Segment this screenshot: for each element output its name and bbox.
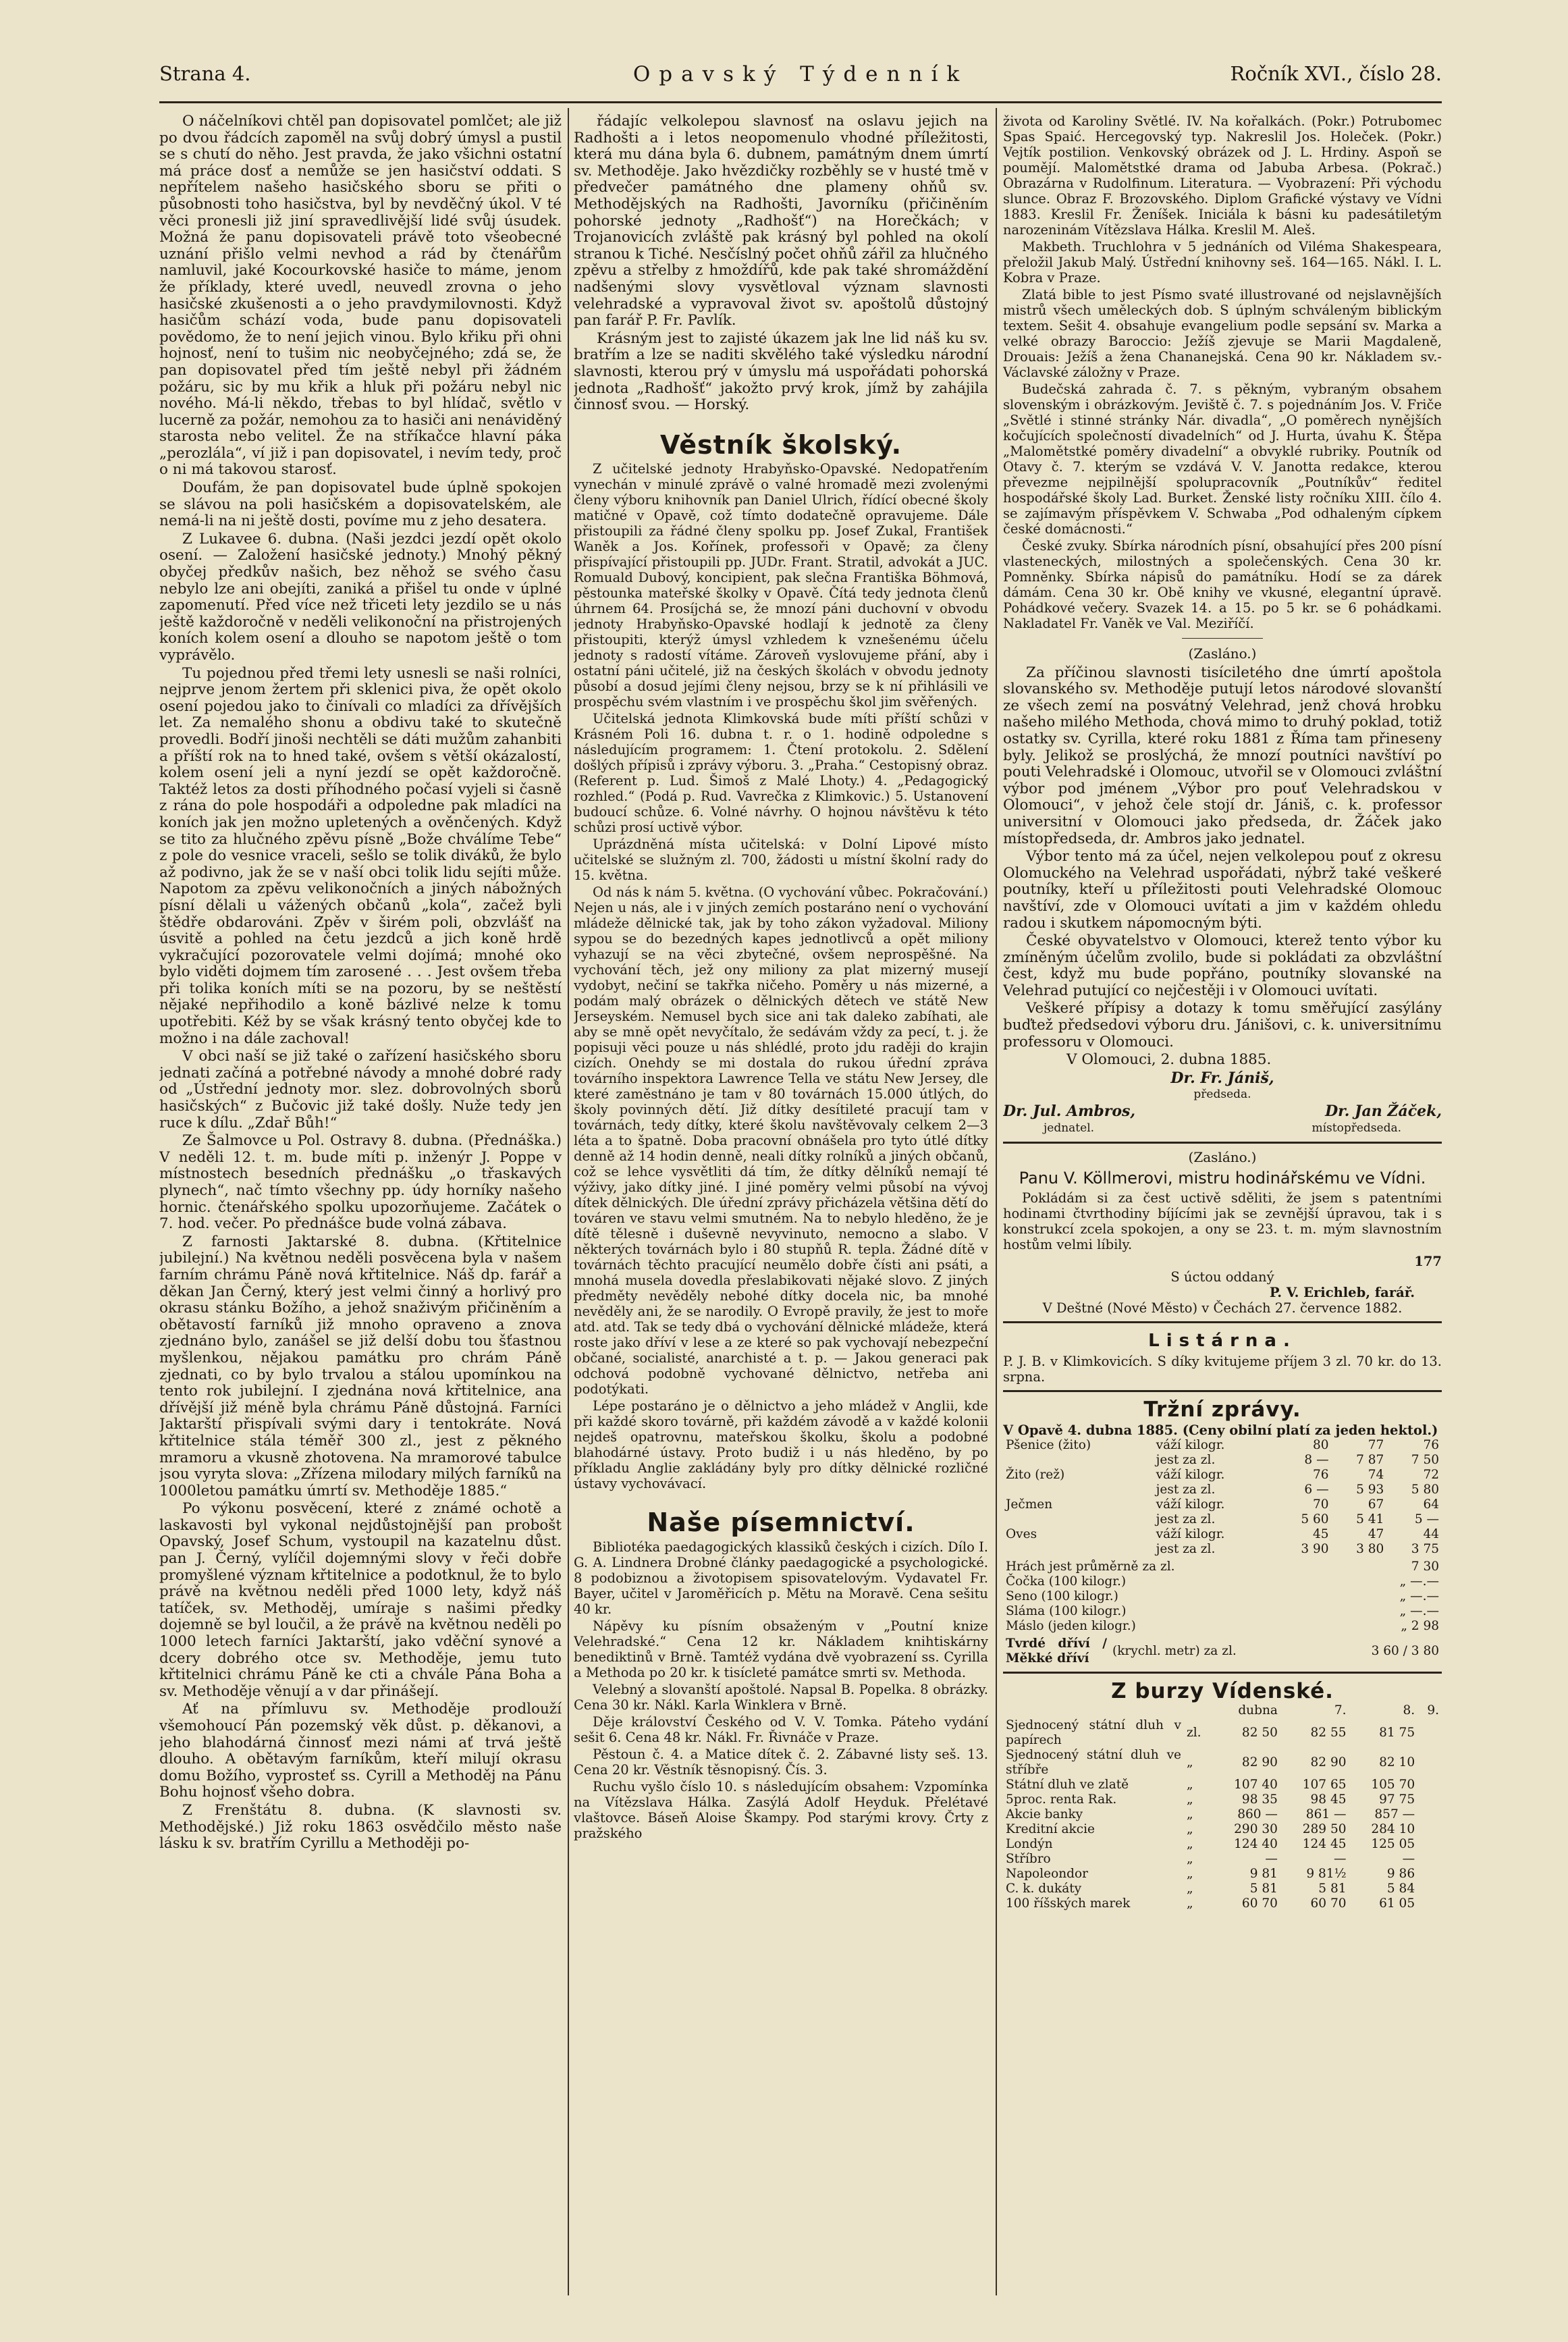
table-cell: Stříbro	[1006, 1852, 1051, 1867]
table-row	[1003, 1560, 1442, 1574]
table-cell: —	[1265, 1852, 1278, 1867]
paragraph: Pokládám si za čest uctivě sděliti, že jsem s patentními hodinami čtvrthodiny bíjícími jak se zevnější úpravou, tak i s konstrukcí zcela spokojen, a ony se 23. t. m. mým slavnostním hostům velmi líbily.	[1003, 1190, 1442, 1253]
divider	[1182, 638, 1263, 639]
table-cell: „ —.—	[1399, 1574, 1439, 1589]
section-title-literature: Naše písemnictví.	[647, 1508, 915, 1538]
paragraph: Z farnosti Jaktarské 8. dubna. (Křtitelnice jubilejní.) Na květnou neděli posvěcena byla v našem farním chrámu Páně nová křtitelnice. Náš dp. farář a děkan Jan Černý, který jest velmi činný a horlivý pro okrasu stánku Božího, a jehož snaživým přičiněním a obětavostí farníků již mnoho opraveno a znova zjednáno bylo, zanášel se již delší dobu tou šťastnou myšlenkou, nějakou památku pro chrám Páně zjednati, co by bylo trvalou a stálou upomínkou na tento rok jubilejní. I zjednána nová křtitelnice, ana dřívější již méně byla chrámu Páně důstojná. Farníci Jaktarští přispívali svými dary i tentokráte. Nová křtitelnice stála téměř 300 zl., jest z pěkného mramoru a vkusně zhotovena. Na mramorové tabulce jsou vyryta slova: „Zřízena milodary milých farníků na 1000letou památku úmrtí sv. Methoděje 1885.“	[159, 1233, 562, 1499]
table-cell: 105 70	[1371, 1778, 1415, 1792]
table-row	[1003, 1896, 1442, 1911]
issue-number: Ročník XVI., číslo 28.	[1230, 62, 1442, 85]
table-row	[1003, 1807, 1442, 1822]
market-title: Tržní zprávy.	[1143, 1398, 1301, 1422]
divider	[1003, 1142, 1442, 1144]
table-cell: 5 93	[1356, 1482, 1384, 1497]
table-cell: váží kilogr.	[1156, 1497, 1225, 1512]
clockmaker-notice	[1003, 1190, 1442, 1316]
divider	[1003, 1672, 1442, 1674]
table-cell: 81 75	[1379, 1726, 1415, 1740]
table-cell: „ —.—	[1399, 1589, 1439, 1603]
table-row	[1003, 1837, 1442, 1852]
notice-place: V Deštné (Nové Město) v Čechách 27. července 1882.	[1042, 1300, 1403, 1316]
table-cell: Londýn	[1006, 1837, 1053, 1852]
table-cell: Akcie banky	[1006, 1807, 1083, 1822]
table-cell: Oves	[1006, 1526, 1037, 1541]
paragraph: Veškeré přípisy a dotazy k tomu směřující zasýlány buďtež předsedovi výboru dru. Jánišovi, c. k. universitnímu professoru v Olomouci.	[1003, 1000, 1442, 1050]
table-cell: „ —.—	[1399, 1603, 1439, 1618]
column-3	[1003, 113, 1442, 2297]
table-cell: 284 10	[1371, 1822, 1415, 1837]
burza-table	[1003, 1703, 1442, 1911]
divider	[1003, 1321, 1442, 1323]
market-extra-table	[1003, 1560, 1442, 1634]
table-cell: 289 50	[1302, 1822, 1347, 1837]
column-2	[574, 113, 988, 2297]
table-cell: 76	[1313, 1467, 1329, 1482]
table-row	[1003, 1703, 1442, 1718]
table-cell: váží kilogr.	[1156, 1437, 1225, 1452]
zaslano-heading: (Zasláno.)	[1188, 1149, 1257, 1166]
table-cell: 290 30	[1234, 1822, 1278, 1837]
table-cell: 5 80	[1411, 1482, 1439, 1497]
paragraph: Budečská zahrada č. 7. s pěkným, vybraným obsahem slovenským i obrázkovým. Jeviště č. 7. s pojednáním Jos. V. Friče „Světlé i stinné stránky Nár. divadla“, „O poměrech nynějších kočujících společností divadelních“ od J. Hurta, úvahu K. Štěpa „Malomětstké poměry divadelní“ a obvyklé rubriky. Poutník od Otavy č. 7. kterým se vzdává V. V. Janotta redakce, kterou převezme nejpilnější spolupracovník „Poutníkův“ ředitel hospodářské školy Lad. Burket. Ženské listy ročníku XIII. čílo 4. se zajímavým příspěvkem V. Schwaba „Pod odhaleným cípkem české domácnosti.“	[1003, 381, 1442, 537]
table-row	[1003, 1852, 1442, 1867]
table-cell: 44	[1423, 1526, 1439, 1541]
wood-values: 3 60 / 3 80	[1371, 1643, 1439, 1658]
table-row	[1003, 1589, 1442, 1604]
table-cell	[1003, 1512, 1154, 1527]
table-cell: 82 90	[1241, 1755, 1278, 1770]
table-cell: 3 75	[1411, 1541, 1439, 1556]
table-cell: 77	[1368, 1437, 1384, 1452]
paragraph: Velebný a slovanští apoštolé. Napsal B. Popelka. 8 obrázky. Cena 30 kr. Nákl. Karla Winklera v Brně.	[574, 1681, 988, 1713]
header-rule	[159, 101, 1442, 103]
zaslano-heading: (Zasláno.)	[1188, 645, 1257, 662]
table-row	[1003, 1604, 1442, 1619]
divider	[1003, 1390, 1442, 1392]
table-row	[1003, 1822, 1442, 1837]
paragraph: Doufám, že pan dopisovatel bude úplně spokojen se slávou na poli hasičském a dopisovatelském, ale nemá-li na ni ještě dosti, povíme mu z jeho desatera.	[159, 479, 562, 530]
column-header: dubna	[1238, 1703, 1278, 1718]
paragraph: Pěstoun č. 4. a Matice dítek č. 2. Zábavné listy seš. 13. Cena 20 kr. Věstník těsnopisný. Čís. 3.	[574, 1746, 988, 1778]
notice-title: Panu V. Köllmerovi, mistru hodinářskému ve Vídni.	[1019, 1168, 1426, 1188]
table-cell: Sjednocený státní dluh ve stříbře	[1006, 1748, 1181, 1778]
table-cell: 860 —	[1237, 1807, 1278, 1822]
paragraph: Za příčinou slavnosti tisíciletého dne úmrtí apoštola slovanského sv. Methoděje putují letos národové slovanští ze všech zemí na posvátný Velehrad, jenž chová hrobku našeho milého Methoda, chová mimo to druhý poklad, totiž ostatky sv. Cyrilla, které roku 1881 z Říma tam přineseny byly. Jelikož se proslýchá, že mnozí poutníci navštíví po pouti Velehradské i Olomouc, utvořil se v Olomouci zvláštní výbor pod jménem „Výbor pro pouť Velehradskou v Olomouci“, v jehož čele stojí dr. Jániš, c. k. professor universitní v Olomouci jako předseda, dr. Žáček jako místopředseda, dr. Ambros jako jednatel.	[1003, 664, 1442, 847]
table-cell: „	[1187, 1837, 1193, 1852]
table-cell: 82 55	[1310, 1726, 1347, 1740]
table-cell: jest za zl.	[1156, 1452, 1216, 1467]
table-cell: 7 50	[1411, 1452, 1439, 1467]
table-cell: 124 40	[1234, 1837, 1278, 1852]
table-cell: 82 50	[1241, 1726, 1278, 1740]
table-cell: „	[1187, 1755, 1193, 1770]
signature-role: předseda.	[1193, 1088, 1251, 1102]
table-cell: 3 90	[1301, 1541, 1329, 1556]
paragraph: O náčelníkovi chtěl pan dopisovatel pomlčet; ale již po dvou řádcích zapoměl na svůj dobrý úmysl a pustil se s chutí do něho. Jest pravda, že jako všichni ostatní má práce dosť a nemůže se jen hasičství oddati. S nepřítelem našeho hasičského sboru se přiti o působnosti toho hasičstva, byl by nevděčný úkol. V té věci pronesli již jiní spravedlivější lidé svůj úsudek. Možná že panu dopisovateli právě toto všeobecné uznání přišlo velmi nevhod a rád by čtenářům namluvil, jaké Kocourkovské hasiče to máme, jenom že příklady, které uvedl, neuvedl zrovna o jeho hasičské zkušenosti a o jeho pravdymilovnosti. Když hasičům schází voda, bude panu dopisovateli povědomo, že to není jejich vinou. Bylo křiku při ohni hojnosť, není to tušim nic neobyčejného; zdá se, že pan dopisovatel před tím ještě nebyl při žádném požáru, sic by mu křik a hluk při požáru nebyl nic nového. Má-li někdo, třebas to byl hlídač, světlo v lucerně za požár, nemohou za to hasiči ani nenáviděný starosta nebo velitel. Že na stříkačce hlavní páka „perozlála“, ví již i pan dopisovatel, i nevím tedy, proč o ni má takovou starosť.	[159, 113, 562, 479]
table-row	[1003, 1748, 1442, 1778]
table-cell: Seno (100 kilogr.)	[1006, 1589, 1118, 1603]
table-cell: „	[1187, 1792, 1193, 1807]
listarna-title: Listárna.	[1148, 1331, 1297, 1352]
table-cell: jest za zl.	[1156, 1512, 1216, 1526]
table-row	[1003, 1483, 1442, 1497]
table-cell: „	[1187, 1867, 1193, 1882]
table-cell: Státní dluh ve zlatě	[1006, 1778, 1129, 1792]
table-cell: 857 —	[1374, 1807, 1415, 1822]
table-cell: Sláma (100 kilogr.)	[1006, 1603, 1127, 1618]
table-cell: „ 2 98	[1401, 1618, 1439, 1633]
table-cell: 7 87	[1356, 1452, 1384, 1467]
table-row	[1003, 1619, 1442, 1634]
paragraph: Děje království Českého od V. V. Tomka. Páteho vydání sešit 6. Cena 48 kr. Nákl. Fr. Řivnáče v Praze.	[574, 1713, 988, 1745]
table-cell: —	[1334, 1852, 1347, 1867]
wood-label: Tvrdé dříví / Měkké dříví	[1006, 1636, 1107, 1666]
table-cell: Pšenice (žito)	[1006, 1437, 1091, 1452]
table-cell: 45	[1313, 1526, 1329, 1541]
paragraph: Bibliotéka paedagogických klassiků českých i cizích. Dílo I. G. A. Lindnera Drobné články paedagogické a psychologické. 8 podobiznou a životopisem spisovatelovým. Vydavatel Fr. Bayer, učitel v Jaroměřicích p. Mětu na Moravě. Cena sešitu 40 kr.	[574, 1539, 988, 1617]
table-cell: 67	[1368, 1497, 1384, 1512]
paragraph: Makbeth. Truchlohra v 5 jednáních od Viléma Shakespeara, přeložil Jakub Malý. Ústřední knihovny seš. 164—165. Nákl. I. L. Kobra v Praze.	[1003, 239, 1442, 286]
table-cell: „	[1187, 1896, 1193, 1911]
paragraph: Z učitelské jednoty Hrabyňsko-Opavské. Nedopatřením vynechán v minulé zprávě o valné hromadě mezi zvolenými členy výboru knihovník pan Daniel Ulrich, řídící obecné školy matičné v Opavě, což tímto dodatečně opravujeme. Dále přistoupili za řádné členy spolku pp. Josef Zukal, František Waněk a Jos. Kořínek, professoři v Opavě; za členy přispívající přistoupili pp. JUDr. Frant. Stratil, advokát a JUC. Romuald Dubový, koncipient, pak slečna Františka Böhmová, pěstounka mateřské školky v Opavě. Čítá tedy jednota členů úhrnem 64. Prosíjchá se, že mnozí páni duchovní v obvodu jednoty Hrabyňsko-Opavské hodlají k jednotě za členy přistoupiti, kterýž úmysl vzhledem k vznešenému účelu jednoty s radostí vítáme. Zároveň vyslovujeme přání, aby i ostatní páni učitelé, již na českých školách v obvodu jednoty působí a dosud jejími členy nejsou, brzy se k ní přihlásili ve prospěchu svém vlastním i ve prospěchu škol jim svěřených.	[574, 461, 988, 710]
signature-role: místopředseda.	[1312, 1121, 1401, 1135]
table-cell: 76	[1423, 1437, 1439, 1452]
table-cell	[1003, 1483, 1154, 1497]
column-header: 9.	[1427, 1703, 1439, 1718]
signature-vice: Dr. Jan Žáček,	[1325, 1102, 1442, 1121]
table-cell: 5 41	[1356, 1512, 1384, 1526]
paragraph: života od Karoliny Světlé. IV. Na kořalkách. (Pokr.) Potrubomec Spas Spaić. Hercegovský typ. Nakreslil Jos. Holeček. (Pokr.) Vejtík postilion. Venkovský obrázek od J. L. Hrdiny. Aspoň se poumějí. Malomětstké drama od Jabuba Arbesa. (Pokrač.) Obrazárna v Rudolfinum. Literatura. — Vyobrazení: Při východu slunce. Obraz F. Brozovského. Diplom Grafické výstavy ve Vídni 1883. Kreslil Fr. Ženíšek. Iniciála k básni ku padesátiletým narozeninám Vítězslava Hálka. Kreslil M. Aleš.	[1003, 113, 1442, 238]
table-cell: 107 40	[1234, 1778, 1278, 1792]
table-cell: „	[1187, 1778, 1193, 1792]
wood-table	[1003, 1636, 1442, 1666]
page-header	[159, 62, 1442, 96]
notice-date: V Olomouci, 2. dubna 1885.	[1066, 1051, 1272, 1069]
paragraph: Po výkonu posvěcení, které z známé ochotě a laskavosti byl vykonal nejdůstojnější pan probošt Opavský, Josef Schum, vystoupil na kazatelnu důst. pan J. Černý, vylíčil dojemnými slovy v řeči dobře promyšlené význam křtitelnice a podotknul, že to bylo právě na květnou neděli před 1000 lety, když náš tatíček, sv. Methoděj, umíraje s našimi předky dojemně se byl loučil, a že právě na květnou neděli po 1000 letech farníci Jaktarští, jako vděční synové a dcery dobrého otce sv. Methoděje, jemu tuto křtitelnici chrámu Páně ke cti a chvále Pána Boha a sv. Methoděje věnují a v dar přinášejí.	[159, 1500, 562, 1700]
table-cell: váží kilogr.	[1156, 1467, 1225, 1482]
signature-roles	[1003, 1120, 1442, 1137]
table-row	[1003, 1527, 1442, 1542]
table-cell: 5 81	[1318, 1882, 1347, 1896]
table-cell: 82 90	[1310, 1755, 1347, 1770]
paragraph: Uprázdněná místa učitelská: v Dolní Lipové místo učitelské se služným zl. 700, žádosti u místní školní rady do 15. května.	[574, 836, 988, 884]
table-cell: 98 35	[1241, 1792, 1278, 1807]
table-cell: Hrách jest průměrně za zl.	[1006, 1559, 1175, 1574]
paragraph: řádajíc velkolepou slavnosť na oslavu jejich na Radhošti a i letos neopomenulo vhodné příležitosti, která mu dána byla 6. dubnem, památným dnem úmrtí sv. Methoděje. Jako hvězdičky rozběhly se v husté tmě v předvečer památného dne plameny ohňů sv. Methodějských na Radhošti, Javorníku (přičiněním pohorské jednoty „Radhošť“) na Horečkách; v Trojanovicích zvláště pak krásný byl pohled na okolí stranou k Tiché. Nesčíslný počet ohňů zářil za hlučného zpěvu a střelby z hmoždířů, kde pak také shromáždění nadšenými slovy vysvětloval význam slavnosti velehradské a vypravoval život sv. apoštolů důstojný pan farář P. Fr. Pavlík.	[574, 113, 988, 329]
table-cell: 60 70	[1310, 1896, 1347, 1911]
table-row	[1003, 1718, 1442, 1748]
market-table	[1003, 1438, 1442, 1557]
table-cell: 5 81	[1249, 1882, 1278, 1896]
paragraph: Ruchu vyšlo číslo 10. s následujícím obsahem: Vzpomínka na Vítězslava Hálka. Zasýlá Adolf Heyduk. Přelétavé vlaštovce. Báseň Aloise Škampy. Pod starými krovy. Črty z pražského	[574, 1778, 988, 1841]
table-cell: 82 10	[1379, 1755, 1415, 1770]
table-cell: „	[1187, 1882, 1193, 1896]
table-cell: 107 65	[1302, 1778, 1347, 1792]
table-cell: 5 84	[1386, 1882, 1415, 1896]
table-cell	[1003, 1542, 1154, 1557]
wood-unit: (krychl. metr) za zl.	[1112, 1643, 1237, 1658]
table-cell: Žito (rež)	[1006, 1467, 1065, 1482]
table-cell: 6 —	[1304, 1482, 1329, 1497]
column-header: 7.	[1334, 1703, 1347, 1718]
table-cell: 80	[1313, 1437, 1329, 1452]
paragraph: Zlatá bible to jest Písmo svaté illustrované od nejslavnějších mistrů všech uměleckých dob. S úplným schváleným biblickým textem. Sešit 4. obsahuje evangelium podle sepsání sv. Marka a velké obrazy Baroccio: Ježíš zjevuje se Marii Magdaleně, Drouais: Ježíš a žena Chananejská. Cena 90 kr. Nákladem sv.-Václavské záložny v Praze.	[1003, 287, 1442, 380]
signature-president: Dr. Fr. Jániš,	[1170, 1069, 1274, 1087]
paragraph: Učitelská jednota Klimkovská bude míti příští schůzi v Krásném Poli 16. dubna t. r. o 1. hodině odpoledne s následujícím programem: 1. Čtení protokolu. 2. Sdělení došlých přípisů i zprávy výboru. 3. „Praha.“ Cestopisný obraz. (Referent p. Lud. Šimoš z Malé Lhoty.) 4. „Pedagogický rozhled.“ (Podá p. Rud. Vavrečka z Klimkovic.) 5. Ustanovení budoucí schůze. 6. Volné návrhy. O hojnou návštěvu k této schůzi prosí uctivě výbor.	[574, 711, 988, 836]
table-cell: 72	[1423, 1467, 1439, 1482]
table-cell: 7 30	[1411, 1559, 1439, 1574]
section-title-school: Věstník školský.	[659, 429, 902, 460]
notice-greeting: S úctou oddaný	[1170, 1269, 1274, 1285]
table-cell: jest za zl.	[1156, 1482, 1216, 1497]
table-row	[1003, 1792, 1442, 1807]
table-row	[1003, 1867, 1442, 1882]
table-cell: 64	[1423, 1497, 1439, 1512]
table-cell: „	[1187, 1807, 1193, 1822]
table-cell: Kreditní akcie	[1006, 1822, 1095, 1837]
paragraph: České zvuky. Sbírka národních písní, obsahující přes 200 písní vlasteneckých, milostných a společenských. Cena 30 kr. Pomněnky. Sbírka nápisů do památníku. Hodí se za dárek dámám. Cena 30 kr. Obě knihy ve vkusné, elegantní úpravě. Pohádkové večery. Svazek 14. a 15. po 5 kr. se 6 pohádkami. Nakladatel Fr. Vaněk ve Val. Meziříčí.	[1003, 538, 1442, 631]
literature-continued	[1003, 113, 1442, 631]
table-row	[1003, 1542, 1442, 1557]
table-cell: „	[1187, 1852, 1193, 1867]
table-cell: 9 81	[1249, 1867, 1278, 1882]
paragraph: Ať na přímluvu sv. Methoděje prodlouží všemohoucí Pán pozemský věk důst. p. děkanovi, a jeho blahodárná činnosť mezi námi ať trvá ještě dlouho. A obětavým farníkům, kteří milují okrasu domu Božího, vyprosteť ss. Cyrill a Methoděj na Pánu Bohu hojnosť všeho dobra.	[159, 1701, 562, 1801]
paragraph: Výbor tento má za účel, nejen velkolepou pouť z okresu Olomuckého na Velehrad uspořádati, nýbrž také veškeré poutníky, kteří u příležitosti pouti Velehradské Olomouc navštíví, zde v Olomouci uvítati a jim v každém ohledu radou i skutkem nápomocným býti.	[1003, 848, 1442, 932]
table-cell: Ječmen	[1006, 1497, 1053, 1512]
table-cell: —	[1402, 1852, 1415, 1867]
table-row	[1003, 1882, 1442, 1896]
table-row	[1003, 1778, 1442, 1792]
paragraph: Od nás k nám 5. května. (O vychování vůbec. Pokračování.) Nejen u nás, ale i v jiných zemích postaráno není o vychování mládeže dělnické tak, jak by toho zákon vyžadoval. Miliony sypou se do bezedných kapes jednotlivců a opět miliony vyhazují se na věci zbytečné, ovšem neprospěšné. Na vychování těch, jež ony miliony za plat mizerný musejí vydobyt, nečiní se takřka ničeho. Poměry u nás mizerné, a podám malý obrázek o dělnických dětech ve státě New Jerseyském. Nemusel bych sice ani tak daleko zabíhati, ale aby se mně opět nevyčítalo, že sedávám vždy za pecí, t. j. že popisuji věci pouze u nás shlédlé, proto jdu raději do krajin cizích. Onehdy se mi dostala do rukou úřední zpráva továrního inspektora Lawrence Tella ve státu New Jersey, dle které zaměstnáno je tam v 80 továrnách 15.000 útlých, do školy povinných dětí. Již dítky desítileté pracují tam v továrnách, tedy dítky, které školu navštěvovaly celkem 2—3 léta a to špatně. Doba pracovní obnášela pro tyto útlé dítky denně až 14 hodin denně, neali dítky rolníků a jiných občanů, což se lehce vysvětliti dá tím, že dítky dělníků nemají té výživy, jako dítky jiné. I jiné poměry velmi působí na vývoj dítek dělnických. Dle úřední zprávy přicházela většina dětí do továren ve stavu velmi smutném. Na to nebylo hleděno, že je dítě tělesně i duševně nevyvinuto, nemocno a slabo. V některých továrnách bylo i 80 stupňů R. tepla. Žádné dítě v továrnách těchto pracující neumělo dobře čísti ani psáti, a mnohá musela dovedla přeslabikovati nějaké slovo. Z jiných předměty nevěděly nebohé dítky docela nic, ba mnohé nevěděly ani, že se narodily. O Evropě pravily, že jest to moře atd. atd. Tak se tedy dbá o vychování dělnické mládeže, která roste jako dříví v lese a ze které so pak vychovají nebezpeční občané, socialisté, anarchisté a t. p. — Jakou generaci pak odchová podobně vychované dělnictvo, netřeba ani podotýkati.	[574, 884, 988, 1398]
market-header: V Opavě 4. dubna 1885. (Ceny obilní platí za jeden hektol.)	[1003, 1422, 1438, 1438]
school-news	[574, 461, 988, 1491]
table-cell: 47	[1368, 1526, 1384, 1541]
paragraph: V obci naší se již také o zařízení hasičského sboru jednati začíná a potřebné návody a mnohé dobré rady od „Ústřední jednoty mor. slez. dobrovolných sborů hasičských“ z Bučovic již také došly. Nuže tedy jen ruce k dílu. „Zdař Bůh!“	[159, 1048, 562, 1132]
table-cell: 100 říšských marek	[1006, 1896, 1131, 1911]
table-cell: 3 80	[1356, 1541, 1384, 1556]
table-row	[1003, 1512, 1442, 1527]
table-cell: Napoleondor	[1006, 1867, 1088, 1882]
paragraph: Z Frenštátu 8. dubna. (K slavnosti sv. Methodějské.) Již roku 1863 osvědčilo město naše lásku k sv. bratřím Cyrillu a Methoději po-	[159, 1801, 562, 1853]
notice-number: 177	[1414, 1254, 1442, 1270]
paragraph: Ze Šalmovce u Pol. Ostravy 8. dubna. (Přednáška.) V neděli 12. t. m. bude míti p. inženýr J. Poppe v místnostech besedních přednášku „o třaskavých plynech“, nač tímto všechny pp. údy horníky našeho hornic. čtenářského spolku upozorňujeme. Začátek o 7. hod. večer. Po přednášce bude volná zábava.	[159, 1132, 562, 1233]
column-header: 8.	[1403, 1703, 1415, 1718]
paragraph: Krásným jest to zajisté úkazem jak lne lid náš ku sv. bratřím a lze se naditi skvělého také výsledku národní slavnosti, kterou prý v úmyslu má uspořádati pohorská jednota „Radhošť“ jakožto prvý krok, jímž by zahájila činnosť svou. — Horský.	[574, 329, 988, 414]
table-cell: 74	[1368, 1467, 1384, 1482]
table-cell: 97 75	[1379, 1792, 1415, 1807]
table-cell: 5 —	[1414, 1512, 1439, 1526]
paragraph: České obyvatelstvo v Olomouci, kterež tento výbor ku zmíněným účelům zvolilo, bude si pokládati za obzvláštní čest, když mu bude popřáno, poutníky slovanské na Velehrad putující co nejčestěji i v Olomouci uvítati.	[1003, 932, 1442, 999]
table-cell: C. k. dukáty	[1006, 1882, 1082, 1896]
table-cell: 125 05	[1371, 1837, 1415, 1852]
table-cell: „	[1187, 1822, 1193, 1837]
table-cell	[1003, 1453, 1154, 1468]
table-row	[1003, 1453, 1442, 1468]
table-cell: 61 05	[1379, 1896, 1415, 1911]
signature-role: jednatel.	[1044, 1121, 1095, 1135]
column-rule	[996, 108, 997, 2295]
page-number: Strana 4.	[159, 62, 251, 85]
table-cell: 9 86	[1386, 1867, 1415, 1882]
column-rule	[568, 108, 569, 2295]
column-1	[159, 113, 562, 2297]
paragraph: Lépe postaráno je o dělnictvo a jeho mládež v Anglii, kde při každé skoro továrně, při každém závodě a v každé kolonii nejdeš opatrovnu, mateřskou školku, školu a podobné blahodárné ústavy. Proto budiž i u nás hleděno, by po příkladu Anglie zakládány byly pro dítky dělnické rozličné ústavy vychovávací.	[574, 1398, 988, 1492]
table-row	[1003, 1497, 1442, 1512]
table-row	[1003, 1438, 1442, 1453]
table-row	[1003, 1636, 1442, 1666]
table-cell: 8 —	[1304, 1452, 1329, 1467]
table-cell: jest za zl.	[1156, 1541, 1216, 1556]
table-cell: 5proc. renta Rak.	[1006, 1792, 1117, 1807]
paragraph: Tu pojednou před třemi lety usnesli se naši rolníci, nejprve jenom žertem při sklenici piva, že opět okolo osení pojedou jako to činívali co mladíci za dřívějších let. Za nemalého shonu a obdivu také to skutečně provedli. Bodří jinoši nechtěli se dáti mužům zahanbiti a příští rok na to hned také, ovšem s větší okázalostí, kolem osení jeli a nyní jezdí se opět každoročně. Taktéž letos za dosti příhodného počasí vyjeli si časně z rána do pole hospodáři a odpoledne pak mladíci na koních jak jen možno upletených a ověnčených. Když se tito za hlučného zpěvu písně „Bože chválíme Tebe“ z pole do vesnice vraceli, sešlo se tolik diváků, že bylo až podivno, jak že se v naší obci tolik lidu sejíti může. Napotom za zpěvu velikonočních a jiných nábožných písní dělali u vážených občanů „kola“, začež byli štědře obdarováni. Zpěv v širém poli, obzvlášť na úsvitě a pohled na četu jezdců a jich koně hrdě vykračující pozorovatele velmi dojímá; mnohé oko bylo viděti dojmem tím zarosené . . . Jest ovšem třeba při tolika koních míti se na pozoru, by se neštěstí nějaké nepřihodilo a koně bázlivé nelze k tomu upotřebiti. Kéž by se však krásný tento obyčej kde to možno i na dále zachoval!	[159, 664, 562, 1047]
newspaper-title: Opavský Týdenník	[632, 62, 969, 86]
table-cell: 70	[1313, 1497, 1329, 1512]
listarna-text: P. J. B. v Klimkovicích. S díky kvitujeme příjem 3 zl. 70 kr. do 13. srpna.	[1003, 1354, 1442, 1385]
table-cell: 60 70	[1241, 1896, 1278, 1911]
table-cell: Čočka (100 kilogr.)	[1006, 1574, 1127, 1589]
notice-signature: P. V. Erichleb, farář.	[1269, 1285, 1415, 1301]
table-row	[1003, 1468, 1442, 1483]
table-cell: váží kilogr.	[1156, 1526, 1225, 1541]
signature-secretary: Dr. Jul. Ambros,	[1003, 1102, 1136, 1121]
table-cell: 9 81½	[1306, 1867, 1347, 1882]
literature-news	[574, 1539, 988, 1841]
table-cell: 98 45	[1310, 1792, 1347, 1807]
table-cell: 861 —	[1305, 1807, 1347, 1822]
table-row	[1003, 1574, 1442, 1589]
table-cell: Máslo (jeden kilogr.)	[1006, 1618, 1136, 1633]
burza-title: Z burzy Vídenské.	[1111, 1678, 1334, 1703]
paragraph: Nápěvy ku písním obsaženým v „Poutní knize Velehradské.“ Cena 12 kr. Nákladem knihtiskárny benediktinů v Brně. Tamtéž vydána dvě vyobrazení ss. Cyrilla a Methoda po 20 kr. k tisícleté památce smrti sv. Methoda.	[574, 1618, 988, 1680]
table-cell: Sjednocený státní dluh v papírech	[1006, 1718, 1181, 1748]
table-cell: zl.	[1187, 1726, 1201, 1740]
paragraph: Z Lukavee 6. dubna. (Naši jezdci jezdí opět okolo osení. — Založení hasičské jednoty.) Mnohý pěkný obyčej předkův našich, bez něhož se svého času nebylo lze ani obejíti, zaniká a přišel tu onde v úplné zapomenutí. Před více než třiceti lety jezdilo se u nás ještě každoročně v neděli velikonoční na přistrojených koních kolem osení a dlouho se napotom ještě o tom vyprávělo.	[159, 530, 562, 664]
table-cell: 5 60	[1301, 1512, 1329, 1526]
table-cell: 124 45	[1302, 1837, 1347, 1852]
signatures	[1003, 1103, 1442, 1120]
